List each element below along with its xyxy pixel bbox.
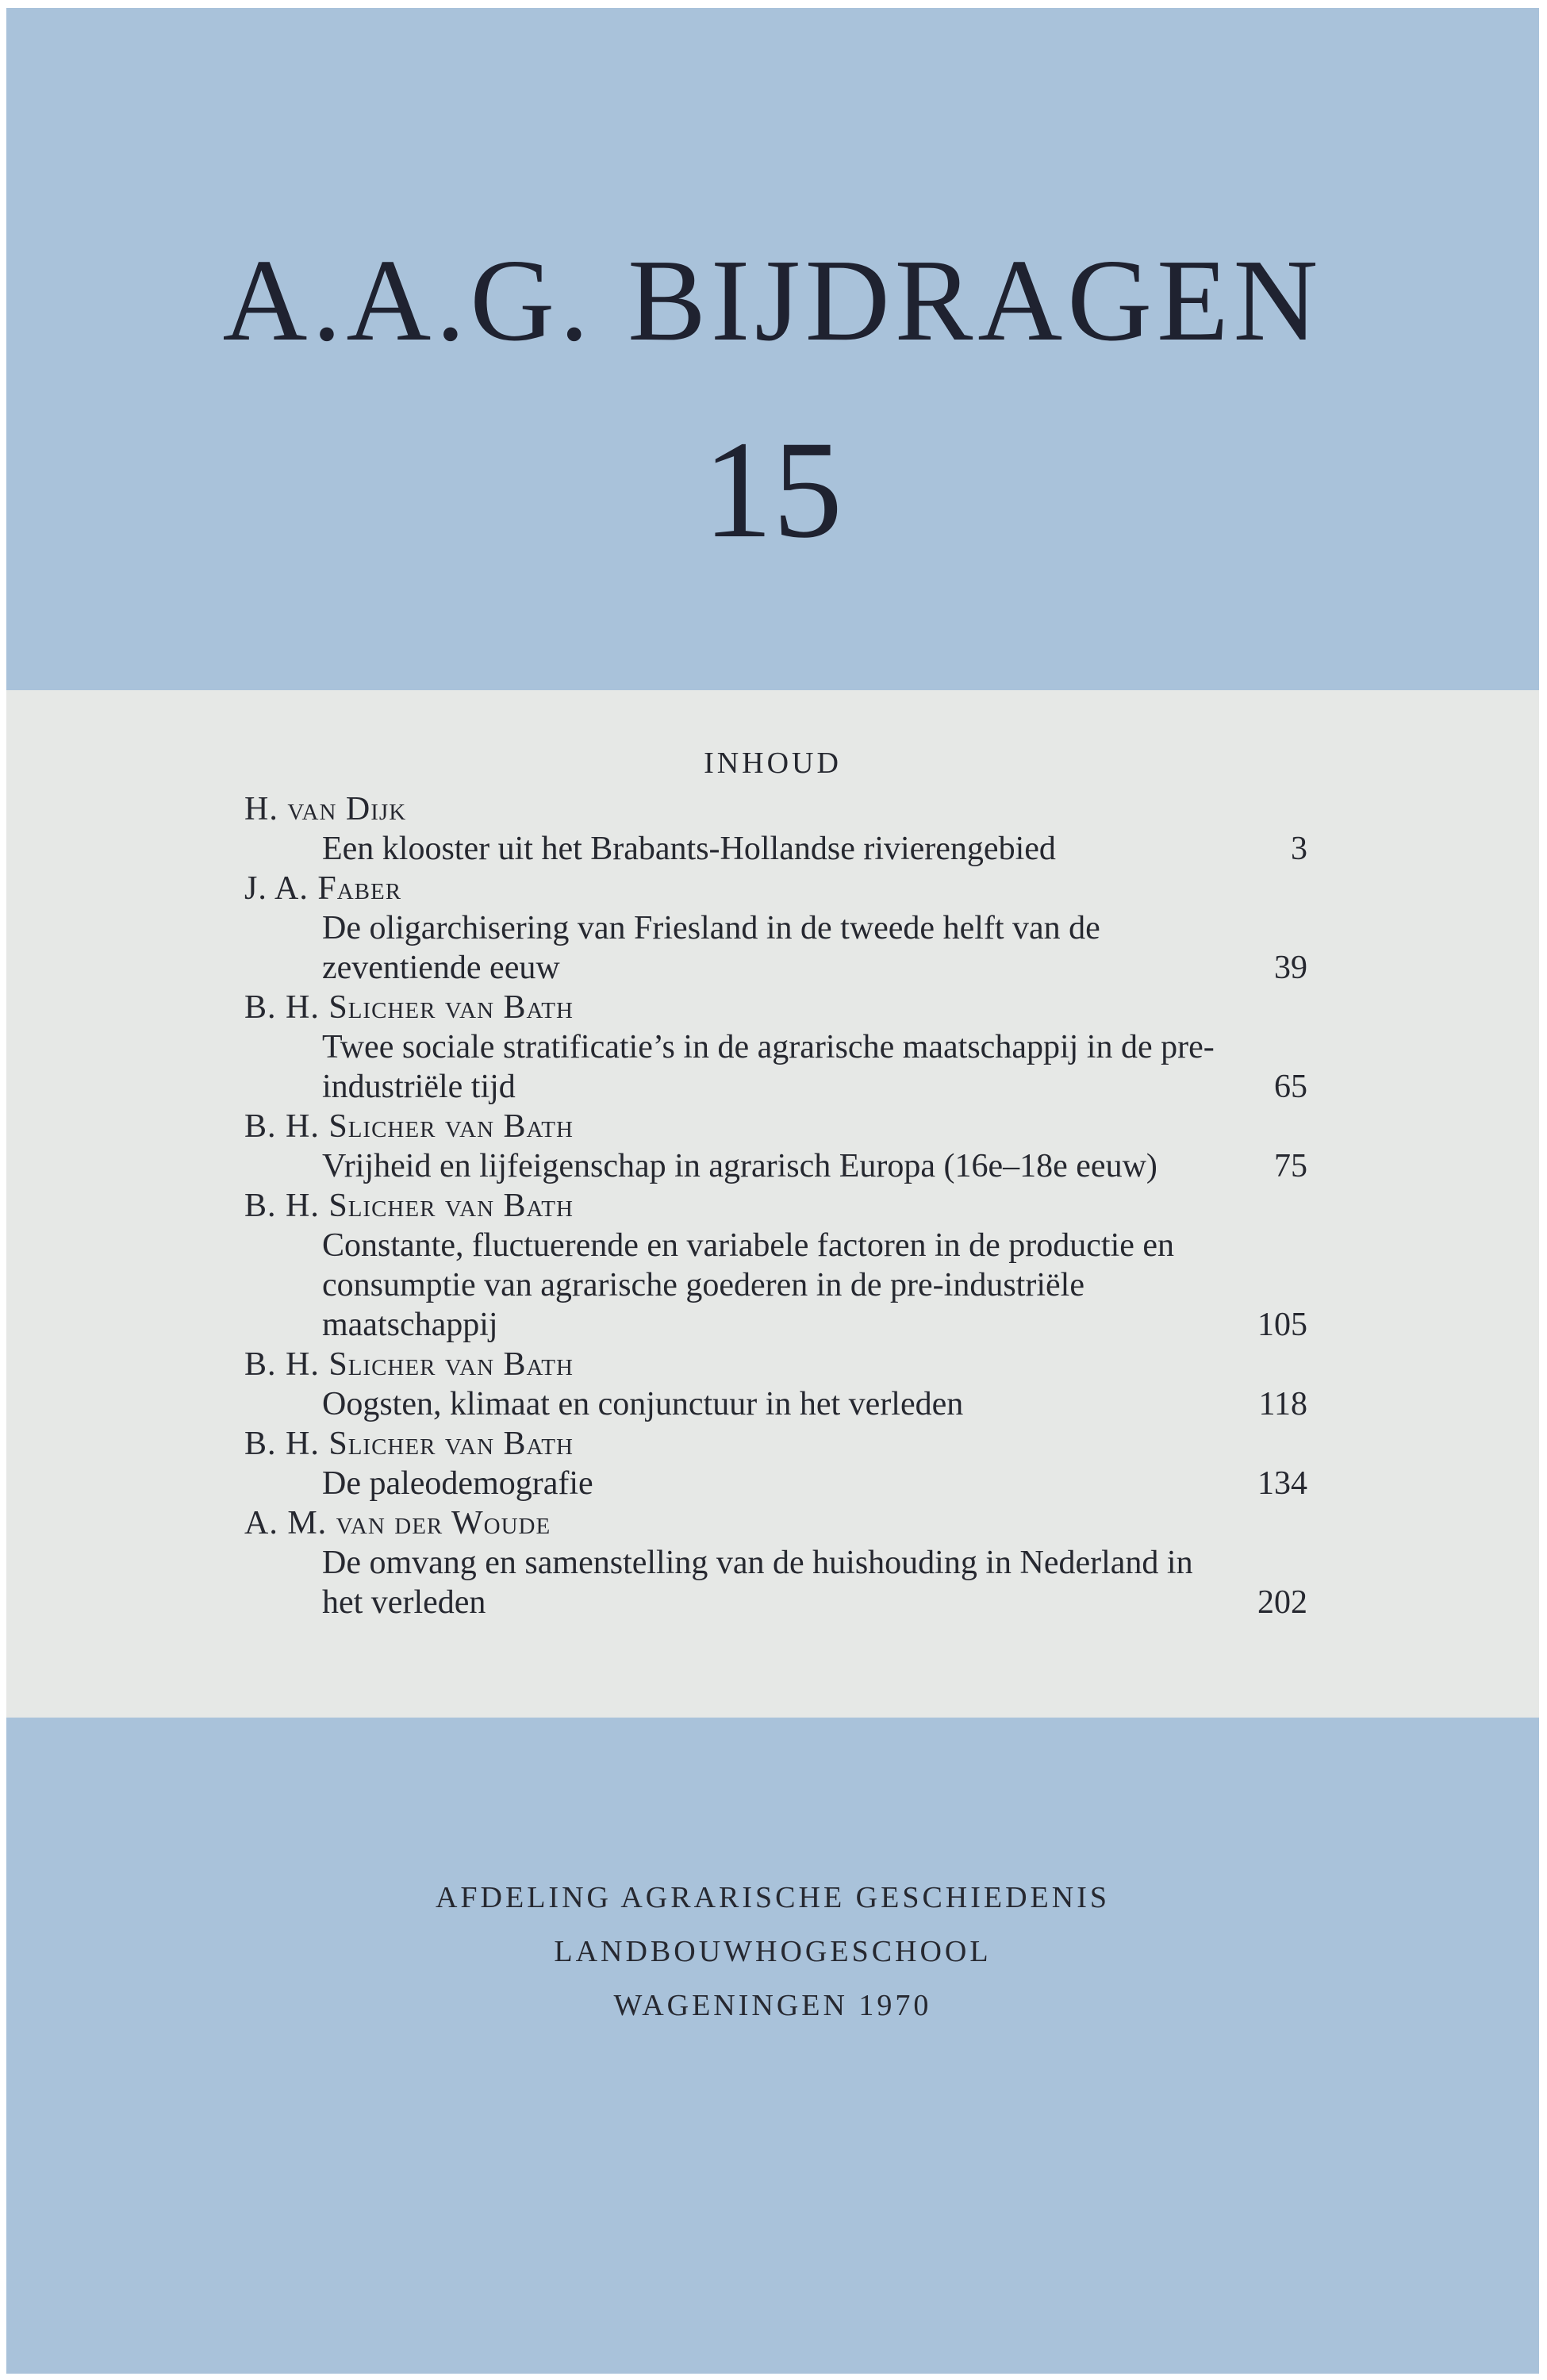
toc-article-title: De omvang en samenstelling van de huishouding in Nederland in het verleden bbox=[322, 1545, 1193, 1621]
toc-row bbox=[244, 908, 1307, 988]
toc-article-title: Oogsten, klimaat en conjunctuur in het verleden bbox=[322, 1386, 964, 1422]
toc-author: B. H. Slicher van Bath bbox=[244, 1108, 574, 1145]
publisher-institution: LANDBOUWHOGESCHOOL bbox=[554, 1935, 992, 1968]
toc-article-title: Constante, fluctuerende en variabele factoren in de productie en consumptie van agrarische goederen in de pre-industriële maatschappij bbox=[322, 1227, 1175, 1343]
toc-entry bbox=[244, 1186, 1307, 1345]
toc-page-number: 65 bbox=[1274, 1069, 1307, 1105]
publisher-place-year: WAGENINGEN 1970 bbox=[613, 1989, 932, 2022]
cover-title: A.A.G. BIJDRAGEN bbox=[222, 236, 1323, 366]
toc-page-number: 134 bbox=[1257, 1465, 1307, 1502]
toc-page-number: 75 bbox=[1274, 1148, 1307, 1184]
toc-page-number: 39 bbox=[1274, 950, 1307, 986]
toc-author: H. van Dijk bbox=[244, 791, 407, 827]
toc-entry bbox=[244, 869, 1307, 988]
toc-entry bbox=[244, 1107, 1307, 1186]
toc-row bbox=[244, 1464, 1307, 1503]
toc-row bbox=[244, 829, 1307, 869]
toc-author: J. A. Faber bbox=[244, 870, 402, 907]
toc-entry bbox=[244, 1424, 1307, 1503]
toc-author: B. H. Slicher van Bath bbox=[244, 1188, 574, 1224]
volume-number: 15 bbox=[703, 413, 843, 567]
toc-entry bbox=[244, 789, 1307, 869]
toc-author: B. H. Slicher van Bath bbox=[244, 1426, 574, 1462]
book-cover bbox=[6, 8, 1539, 2374]
toc-article-title: Een klooster uit het Brabants-Hollandse rivierengebied bbox=[322, 831, 1056, 867]
toc-author: A. M. van der Woude bbox=[244, 1505, 551, 1541]
toc-author: B. H. Slicher van Bath bbox=[244, 1346, 574, 1383]
toc-page-number: 202 bbox=[1257, 1584, 1307, 1621]
toc-entry bbox=[244, 1503, 1307, 1622]
toc-article-title: De oligarchisering van Friesland in de tweede helft van de zeventiende eeuw bbox=[322, 910, 1100, 986]
toc-author: B. H. Slicher van Bath bbox=[244, 989, 574, 1026]
toc-page-number: 118 bbox=[1258, 1386, 1307, 1422]
toc-row bbox=[244, 1146, 1307, 1186]
toc-article-title: De paleodemografie bbox=[322, 1465, 593, 1502]
toc-page-number: 3 bbox=[1291, 831, 1307, 867]
toc-row bbox=[244, 1543, 1307, 1622]
toc-article-title: Vrijheid en lijfeigenschap in agrarisch Europa (16e–18e eeuw) bbox=[322, 1148, 1157, 1184]
toc-row bbox=[244, 1384, 1307, 1424]
contents-heading: INHOUD bbox=[704, 747, 842, 780]
toc-entry bbox=[244, 988, 1307, 1107]
toc-entry bbox=[244, 1345, 1307, 1424]
toc-row bbox=[244, 1226, 1307, 1345]
toc-page-number: 105 bbox=[1257, 1307, 1307, 1343]
toc-article-title: Twee sociale stratificatie’s in de agrarische maatschappij in de pre-industriële tijd bbox=[322, 1029, 1215, 1105]
table-of-contents bbox=[244, 789, 1307, 1622]
publisher-department: AFDELING AGRARISCHE GESCHIEDENIS bbox=[435, 1881, 1111, 1914]
toc-row bbox=[244, 1027, 1307, 1107]
